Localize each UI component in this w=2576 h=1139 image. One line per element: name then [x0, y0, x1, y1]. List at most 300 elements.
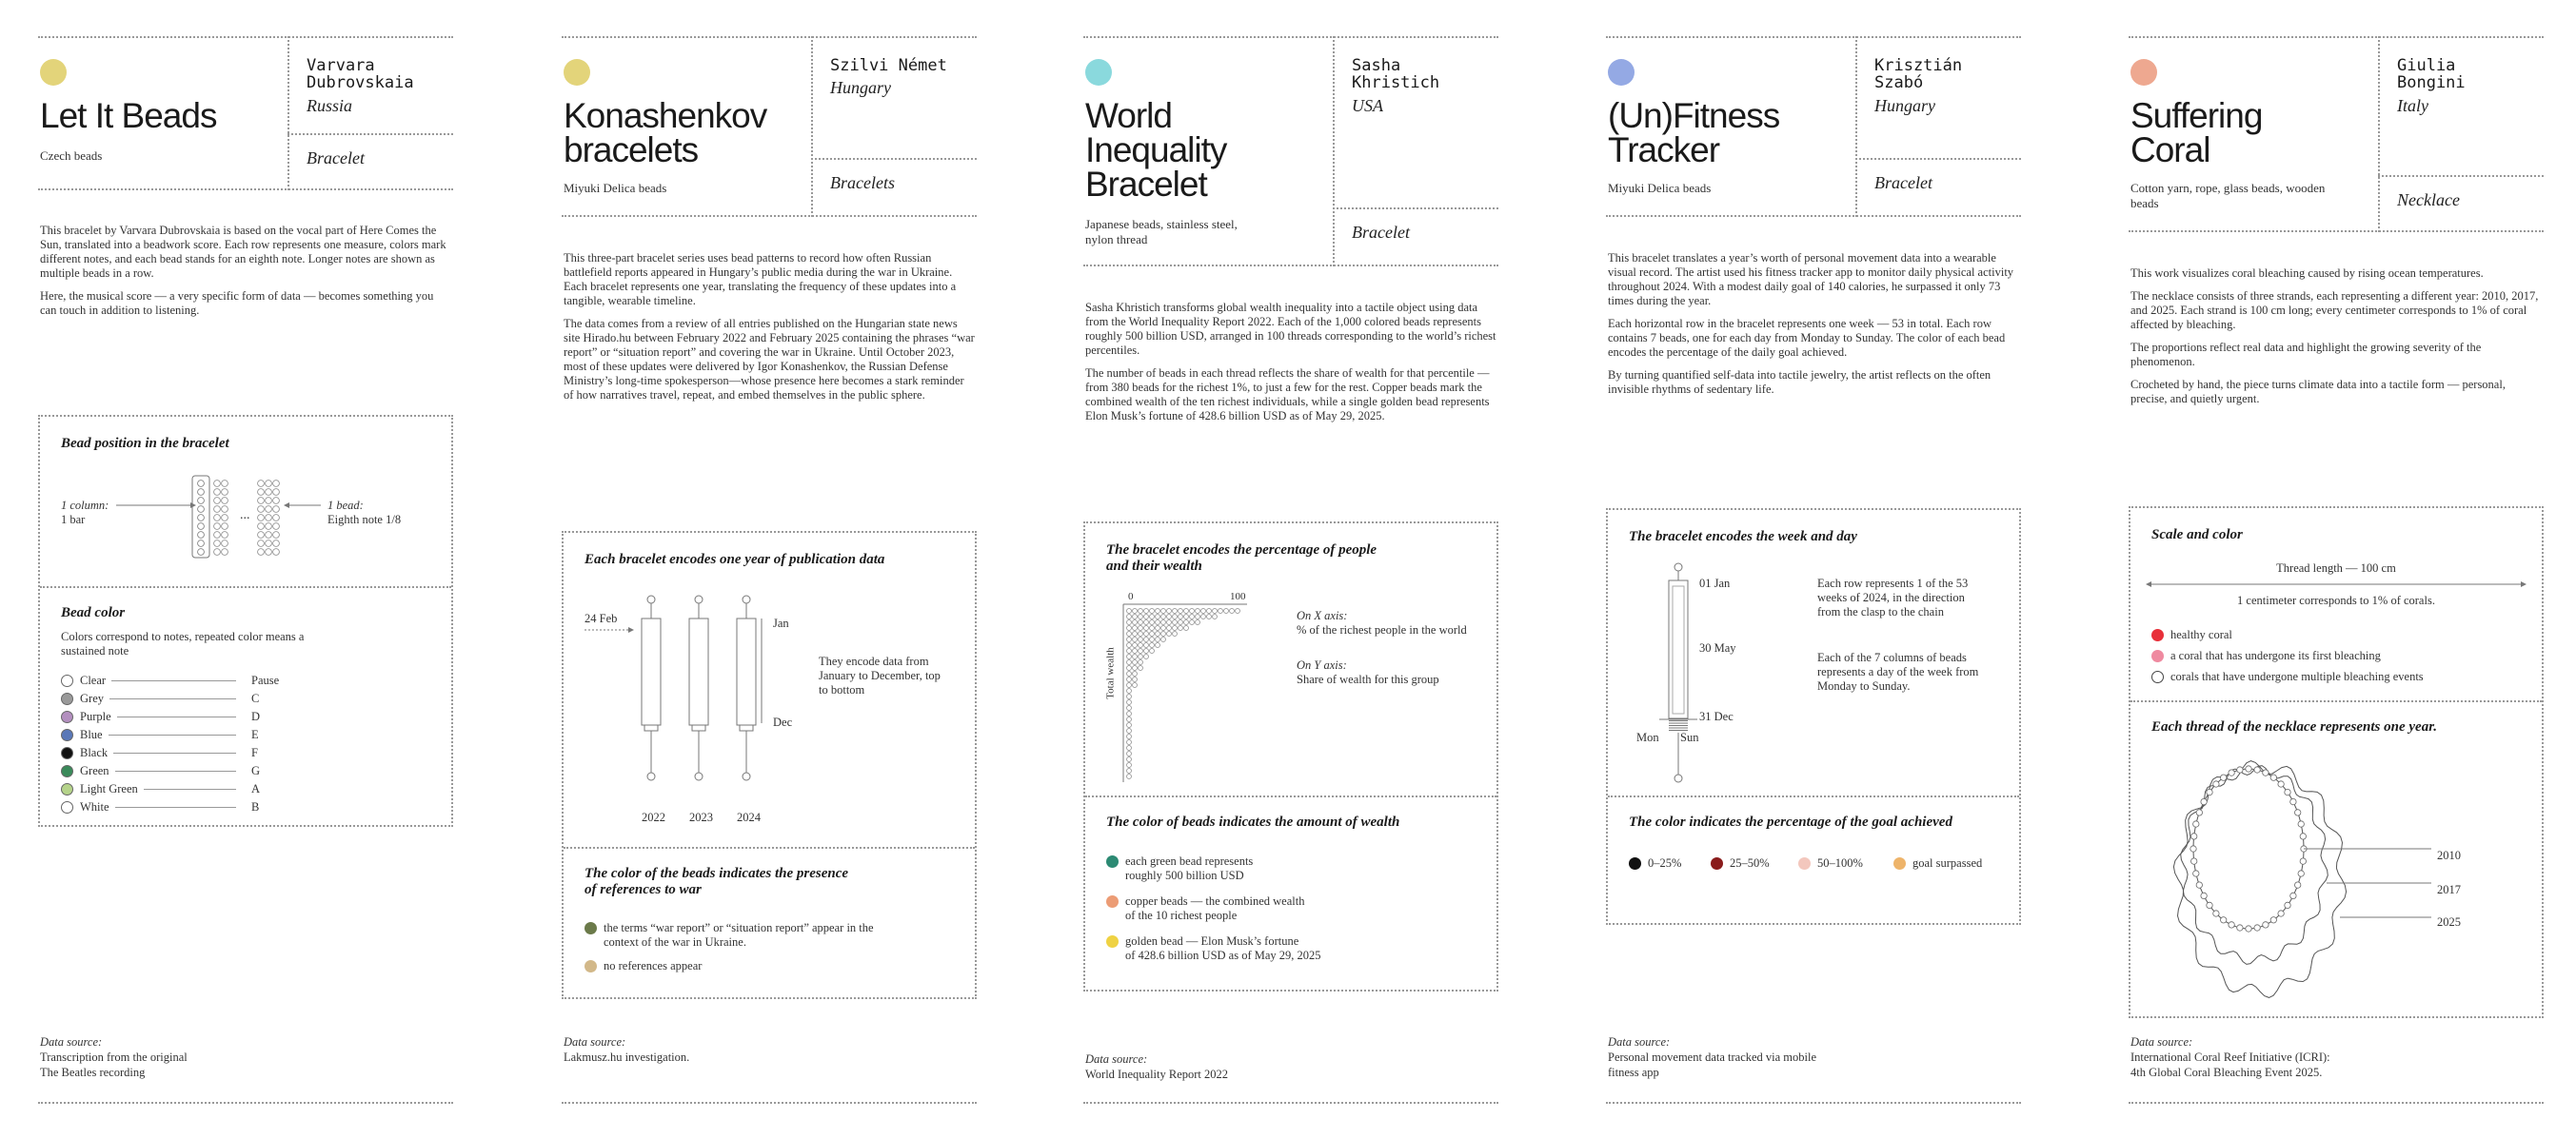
note-legend-row	[61, 800, 260, 815]
bracelet-body	[737, 619, 756, 725]
section-heading: Each thread of the necklace represents one year.	[2151, 719, 2437, 735]
clasp-icon	[743, 773, 750, 780]
data-source	[2130, 1034, 2330, 1080]
circle-dot-icon	[1608, 59, 1635, 86]
project-card-let-it-beads	[38, 36, 453, 1107]
bead-position-diagram	[40, 417, 451, 588]
bead-icon	[2191, 858, 2197, 864]
bead-icon	[266, 489, 272, 496]
bead-icon	[2263, 922, 2269, 928]
bead-icon	[2229, 770, 2234, 776]
section-heading: The bracelet encodes the week and day	[1629, 529, 1857, 544]
bead-icon	[1161, 615, 1166, 619]
legend-line: copper beads — the combined wealth	[1125, 894, 1305, 908]
bead-icon	[222, 489, 228, 496]
bead-icon	[2298, 821, 2304, 827]
column-value: 1 bar	[61, 513, 86, 526]
bead-icon	[1161, 620, 1166, 625]
author-name	[2397, 57, 2466, 91]
bead-icon	[1127, 655, 1132, 659]
bead-icon	[1190, 609, 1195, 614]
legend-line: roughly 500 billion USD	[1125, 869, 1244, 882]
wealth-diagram	[1085, 523, 1496, 771]
description-paragraph: The data comes from a review of all entries published on the Hungarian state news site Hirado.hu between February 2022 and February 2025 containing the phrases “war report” or “situation report” and covering the war in Ukraine. Until October 2023, most of these updates were delivered by Igor Konashenkov, the Russian Defense Ministry’s long-time spokesperson—whose presence here becomes a stark reminder of how narratives travel, repeat, and embed themselves in the public sphere.	[564, 317, 975, 402]
divider	[287, 133, 453, 135]
bead-icon	[1127, 689, 1132, 694]
bead-icon	[273, 506, 280, 513]
bead-icon	[198, 498, 205, 504]
bead-icon	[1156, 615, 1160, 619]
bead-icon	[266, 481, 272, 487]
source-line: fitness app	[1608, 1066, 1659, 1079]
bead-icon	[1156, 632, 1160, 637]
bead-icon	[1150, 649, 1155, 654]
bead-icon	[273, 515, 280, 521]
divider	[287, 36, 289, 190]
divider	[1606, 1102, 2021, 1104]
caption-text: Share of wealth for this group	[1297, 673, 1439, 686]
legend-panel	[562, 531, 977, 999]
source-line: International Coral Reef Initiative (ICRI):	[2130, 1051, 2330, 1064]
bead-icon	[222, 481, 228, 487]
legend-label: the terms “war report” or “situation report” appear in the context of the war in Ukraine.	[604, 921, 874, 949]
day-start: Mon	[1636, 731, 1659, 744]
y-axis-label: Total wealth	[1104, 647, 1117, 699]
author-line: Varvara	[307, 56, 375, 75]
bracelet-body	[689, 619, 708, 725]
legend-line: of 428.6 billion USD as of May 29, 2025	[1125, 949, 1321, 962]
description-paragraph: This bracelet by Varvara Dubrovskaia is based on the vocal part of Here Comes the Sun, translated into a beadwork score. Each row represents one measure, colors mark different notes, and each bead stands for an eighth note. Longer notes are shown as multiple beads in a row.	[40, 224, 446, 280]
project-description	[40, 224, 451, 326]
project-card-suffering-coral	[2129, 36, 2544, 1107]
legend-item	[2151, 649, 2381, 663]
title-line: Bracelet	[1085, 165, 1207, 204]
bead-icon	[1139, 632, 1143, 637]
divider	[1855, 158, 2021, 160]
bead-icon	[2196, 882, 2202, 888]
bead-icon	[1133, 672, 1138, 677]
legend-label: 25–50%	[1730, 856, 1770, 870]
bead-icon	[1173, 626, 1178, 631]
description-paragraph: This three-part bracelet series uses bead patterns to record how often Russian battlefield reports appeared in Hungary’s public media during the war in Ukraine. Each bracelet represents one year, translating the frequency of these updates into a tangible, wearable timeline.	[564, 251, 957, 307]
bead-icon	[1127, 735, 1132, 739]
bead-icon	[198, 523, 205, 530]
caption-label: On X axis:	[1297, 609, 1348, 622]
description-paragraph: This bracelet translates a year’s worth of personal movement data into a wearable visual record. The artist used his fitness tracker app to monitor daily physical activity throughout 2024. With a modest daily goal of 140 calories, he surpassed it only 73 times during the year.	[1608, 251, 2014, 307]
author-country: Hungary	[830, 78, 891, 97]
bead-icon	[222, 506, 228, 513]
project-description	[1608, 251, 2019, 405]
divider	[2129, 1102, 2544, 1104]
bead-icon	[1161, 609, 1166, 614]
leader-line	[113, 753, 236, 754]
bead-icon	[1133, 620, 1138, 625]
bead-icon	[2190, 846, 2196, 852]
source-line: The Beatles recording	[40, 1066, 146, 1079]
legend-panel	[38, 415, 453, 827]
author-line: Szilvi Német	[830, 56, 947, 75]
bead-icon	[1133, 655, 1138, 659]
bracelet-end	[740, 725, 753, 731]
bead-icon	[1150, 632, 1155, 637]
title-line: Inequality	[1085, 130, 1227, 169]
row-note: Each row represents 1 of the 53 weeks of 2024, in the direction from the clasp to the chain	[1817, 577, 1969, 619]
color-name: Green	[80, 764, 109, 777]
title-line: bracelets	[564, 130, 699, 169]
bead-icon	[1127, 740, 1132, 745]
bead-icon	[2290, 893, 2296, 898]
bead-icon	[1156, 638, 1160, 642]
bead-icon	[1144, 609, 1149, 614]
bead-icon	[1133, 626, 1138, 631]
axis-min: 0	[1128, 591, 1134, 602]
bead-icon	[198, 506, 205, 513]
bead-icon	[1127, 717, 1132, 722]
bead-icon	[1133, 660, 1138, 665]
bead-icon	[1190, 620, 1195, 625]
bead-icon	[222, 523, 228, 530]
divider	[811, 158, 977, 160]
bead-icon	[2193, 821, 2199, 827]
bead-icon	[266, 532, 272, 539]
divider	[1606, 215, 2021, 217]
date-mid: 30 May	[1699, 641, 1736, 655]
material-line: nylon thread	[1085, 232, 1148, 246]
circle-dot-icon	[40, 59, 67, 86]
bead-icon	[2254, 925, 2260, 931]
bead-icon	[1150, 620, 1155, 625]
legend-item	[2151, 670, 2424, 684]
bead-icon	[1167, 632, 1172, 637]
bead-icon	[1133, 683, 1138, 688]
legend-label: 0–25%	[1648, 856, 1682, 870]
legend-panel	[1606, 508, 2021, 925]
bracelet-body	[642, 619, 661, 725]
object-type: Bracelet	[1352, 223, 1410, 242]
month-end: Dec	[773, 716, 793, 729]
description-paragraph: Crocheted by hand, the piece turns climate data into a tactile form — personal, precise, and quietly urgent.	[2130, 378, 2506, 405]
bead-icon	[2285, 789, 2290, 795]
divider	[2129, 36, 2544, 38]
material-text: Miyuki Delica beads	[1608, 181, 1712, 195]
date-end: 31 Dec	[1699, 710, 1734, 723]
material-line: Japanese beads, stainless steel,	[1085, 217, 1238, 231]
bead-icon	[1224, 609, 1229, 614]
bead-icon	[2263, 770, 2269, 776]
color-swatch	[2151, 671, 2164, 683]
bracelet-end	[692, 725, 705, 731]
bead-icon	[1127, 632, 1132, 637]
divider	[38, 188, 453, 190]
bead-icon	[1150, 615, 1155, 619]
description-paragraph: Here, the musical score — a very specific form of data — becomes something you can touch in addition to listening.	[40, 289, 434, 317]
bead-icon	[2298, 871, 2304, 876]
author-line: Khristich	[1352, 73, 1440, 92]
title-line: World	[1085, 96, 1172, 135]
color-swatch	[61, 783, 73, 795]
bead-icon	[1156, 620, 1160, 625]
legend-item	[1893, 856, 1982, 871]
circle-dot-icon	[2130, 59, 2157, 86]
bead-icon	[1127, 672, 1132, 677]
bead-icon	[258, 532, 265, 539]
bead-icon	[214, 523, 221, 530]
bead-icon	[1133, 609, 1138, 614]
section-heading: Bead color	[61, 605, 126, 620]
bead-icon	[273, 523, 280, 530]
bead-icon	[273, 489, 280, 496]
centimeter-note: 1 centimeter corresponds to 1% of corals.	[2237, 594, 2435, 607]
bead-icon	[222, 515, 228, 521]
bead-icon	[2201, 893, 2207, 898]
bead-icon	[1161, 638, 1166, 642]
bead-icon	[1133, 666, 1138, 671]
legend-item	[1711, 856, 1770, 871]
axis-max: 100	[1230, 591, 1246, 602]
bead-icon	[1139, 655, 1143, 659]
divider	[2378, 175, 2544, 177]
bead-icon	[2295, 882, 2301, 888]
thread-length: Thread length — 100 cm	[2276, 561, 2396, 575]
divider	[811, 36, 813, 217]
bead-icon	[273, 532, 280, 539]
bead-icon	[2229, 922, 2234, 928]
bead-icon	[1173, 620, 1178, 625]
divider	[1608, 795, 2019, 797]
color-name: Clear	[80, 674, 107, 687]
legend-label: 50–100%	[1817, 856, 1863, 870]
bead-icon	[2237, 767, 2243, 773]
bead-icon	[1167, 609, 1172, 614]
color-name: Grey	[80, 692, 104, 705]
bead-label: 1 bead:	[327, 499, 364, 512]
bead-icon	[1127, 643, 1132, 648]
color-swatch	[1893, 857, 1906, 870]
bead-icon	[198, 489, 205, 496]
source-line: World Inequality Report 2022	[1085, 1068, 1229, 1081]
bead-icon	[2278, 781, 2284, 787]
color-swatch	[1106, 855, 1119, 868]
color-name: White	[80, 800, 109, 814]
bead-icon	[198, 532, 205, 539]
color-swatch	[61, 765, 73, 777]
title-line: Tracker	[1608, 130, 1720, 169]
legend-item	[1106, 894, 1304, 923]
legend-label	[1125, 894, 1304, 923]
material-text	[2130, 181, 2325, 211]
object-type: Bracelets	[830, 173, 895, 192]
bead-icon	[198, 549, 205, 556]
description-paragraph: The proportions reflect real data and highlight the growing severity of the phenomenon.	[2130, 341, 2482, 368]
bead-icon	[1184, 615, 1189, 619]
author-line: Dubrovskaia	[307, 73, 414, 92]
author-name	[1874, 57, 1962, 91]
description-paragraph: The number of beads in each thread reflects the share of wealth for that percentile — from 380 beads for the richest 1%, to just a few for the rest. Copper beads mark the combined wealth of the ten richest individuals, while a single golden bead represents Elon Musk’s fortune of 428.6 billion USD as of May 29, 2025.	[1085, 366, 1490, 422]
bead-icon	[1179, 626, 1183, 631]
author-line: Bongini	[2397, 73, 2466, 92]
source-label: Data source:	[2130, 1035, 2193, 1049]
bead-icon	[1196, 615, 1200, 619]
bead-icon	[273, 481, 280, 487]
heading-line: and their wealth	[1106, 559, 1202, 574]
bead-icon	[214, 481, 221, 487]
bead-icon	[1139, 660, 1143, 665]
bead-icon	[1127, 775, 1132, 779]
bracelet-diagram	[564, 533, 975, 780]
bead-icon	[2300, 858, 2306, 864]
legend-item	[1798, 856, 1863, 871]
bead-icon	[1230, 609, 1235, 614]
date-start: 01 Jan	[1699, 577, 1731, 590]
bead-icon	[266, 540, 272, 547]
color-swatch	[61, 729, 73, 741]
bead-icon	[1156, 626, 1160, 631]
bead-icon	[1127, 729, 1132, 734]
legend-label: corals that have undergone multiple bleaching events	[2170, 670, 2424, 683]
bead-icon	[1127, 626, 1132, 631]
year-label: 2024	[737, 811, 761, 824]
heading-line: The bracelet encodes the percentage of people	[1106, 542, 1377, 558]
bead-icon	[2201, 798, 2207, 804]
bead-icon	[273, 498, 280, 504]
bead-icon	[2278, 911, 2284, 916]
bead-icon	[1196, 609, 1200, 614]
author-country: USA	[1352, 96, 1383, 115]
note-name: Pause	[251, 674, 280, 687]
heading-line: of references to war	[585, 882, 702, 897]
data-source	[564, 1034, 689, 1065]
clasp-icon	[1674, 563, 1682, 571]
leader-line	[115, 771, 236, 772]
bead-value: Eighth note 1/8	[327, 513, 402, 526]
project-card-konashenkov-bracelets	[562, 36, 977, 1107]
divider	[1333, 207, 1498, 209]
bead-icon	[273, 540, 280, 547]
color-name: Light Green	[80, 782, 138, 795]
bead-icon	[1213, 615, 1218, 619]
bead-icon	[2254, 767, 2260, 773]
bead-icon	[1127, 769, 1132, 774]
legend-line: of the 10 richest people	[1125, 909, 1238, 922]
bead-icon	[1133, 678, 1138, 682]
legend-label	[1125, 854, 1253, 883]
section-heading	[585, 866, 848, 898]
color-swatch	[2151, 629, 2164, 641]
legend-label: healthy coral	[2170, 628, 2232, 641]
description-paragraph: The necklace consists of three strands, each representing a different year: 2010, 2017, and 2025. Each strand is 100 cm long; every centimeter corresponds to 1% of coral affected by bleaching.	[2130, 289, 2539, 331]
legend-panel	[1083, 521, 1498, 992]
author-country: Hungary	[1874, 96, 1935, 115]
ellipsis: ...	[240, 508, 250, 522]
note-name: E	[251, 728, 259, 741]
legend-line: golden bead — Elon Musk’s fortune	[1125, 934, 1299, 948]
bead-icon	[258, 549, 265, 556]
data-source	[1085, 1051, 1228, 1082]
start-date: 24 Feb	[585, 612, 618, 625]
legend-item	[2151, 628, 2232, 642]
color-swatch	[2151, 650, 2164, 662]
section-heading: Each bracelet encodes one year of publication data	[585, 552, 885, 567]
clasp-icon	[695, 773, 703, 780]
bead-column	[1673, 586, 1684, 714]
column-label: 1 column:	[61, 499, 109, 512]
project-title	[564, 96, 767, 169]
bead-icon	[266, 549, 272, 556]
bead-icon	[1156, 643, 1160, 648]
source-label: Data source:	[1085, 1052, 1148, 1066]
clasp-icon	[695, 596, 703, 603]
bead-icon	[1139, 638, 1143, 642]
project-description	[1085, 301, 1496, 432]
note-name: B	[251, 800, 260, 814]
color-swatch	[61, 711, 73, 723]
bead-icon	[2191, 834, 2197, 839]
bead-icon	[1207, 615, 1212, 619]
note-legend-row	[61, 728, 259, 742]
bead-icon	[1179, 620, 1183, 625]
author-line: Krisztián	[1874, 56, 1963, 75]
bead-icon	[198, 481, 205, 487]
project-title	[2130, 96, 2263, 169]
bead-icon	[1150, 643, 1155, 648]
clasp-icon	[647, 773, 655, 780]
bead-icon	[1127, 678, 1132, 682]
source-line: Transcription from the original	[40, 1051, 188, 1064]
bead-icon	[258, 489, 265, 496]
description-paragraph: Sasha Khristich transforms global wealth inequality into a tactile object using data from the World Inequality Report 2022. Each of the 1,000 colored beads represents roughly 500 billion USD, arranged in 100 threads corresponding to the world’s richest percentiles.	[1085, 301, 1496, 357]
bead-icon	[258, 515, 265, 521]
bead-icon	[1133, 643, 1138, 648]
bead-icon	[1144, 615, 1149, 619]
legend-panel	[2129, 506, 2544, 1018]
bead-icon	[266, 515, 272, 521]
bead-icon	[266, 498, 272, 504]
year-label: 2010	[2437, 849, 2461, 862]
leader-line	[109, 735, 236, 736]
bead-icon	[1201, 609, 1206, 614]
bead-icon	[1207, 609, 1212, 614]
bracelet-end	[644, 725, 658, 731]
divider	[2378, 36, 2380, 232]
title-line: Let It Beads	[40, 96, 217, 135]
title-line: Konashenkov	[564, 96, 767, 135]
description-paragraph: Each horizontal row in the bracelet represents one week — 53 in total. Each row contains 7 beads, one for each day from Monday to Sunday. The color of each bead encodes the percentage of the daily goal achieved.	[1608, 317, 2006, 359]
note-legend-row	[61, 674, 280, 688]
leader-line	[144, 789, 236, 790]
bead-icon	[222, 498, 228, 504]
necklace-diagram	[2130, 736, 2542, 1022]
bead-icon	[1127, 615, 1132, 619]
bead-icon	[1173, 632, 1178, 637]
section-heading: The color indicates the percentage of the goal achieved	[1629, 815, 1952, 830]
material-text: Czech beads	[40, 148, 103, 163]
strand-2025	[2173, 761, 2346, 998]
bead-icon	[1133, 615, 1138, 619]
color-name: Blue	[80, 728, 103, 741]
heading-line: The color of the beads indicates the presence	[585, 866, 849, 881]
bead-icon	[1144, 620, 1149, 625]
divider	[38, 1102, 453, 1104]
bead-icon	[2300, 834, 2306, 839]
author-country: Russia	[307, 96, 353, 115]
author-line: Giulia	[2397, 56, 2456, 75]
bead-icon	[1150, 638, 1155, 642]
note-name: A	[251, 782, 261, 795]
note-name: C	[251, 692, 260, 705]
bead-icon	[214, 549, 221, 556]
bead-icon	[258, 506, 265, 513]
bead-icon	[1213, 609, 1218, 614]
